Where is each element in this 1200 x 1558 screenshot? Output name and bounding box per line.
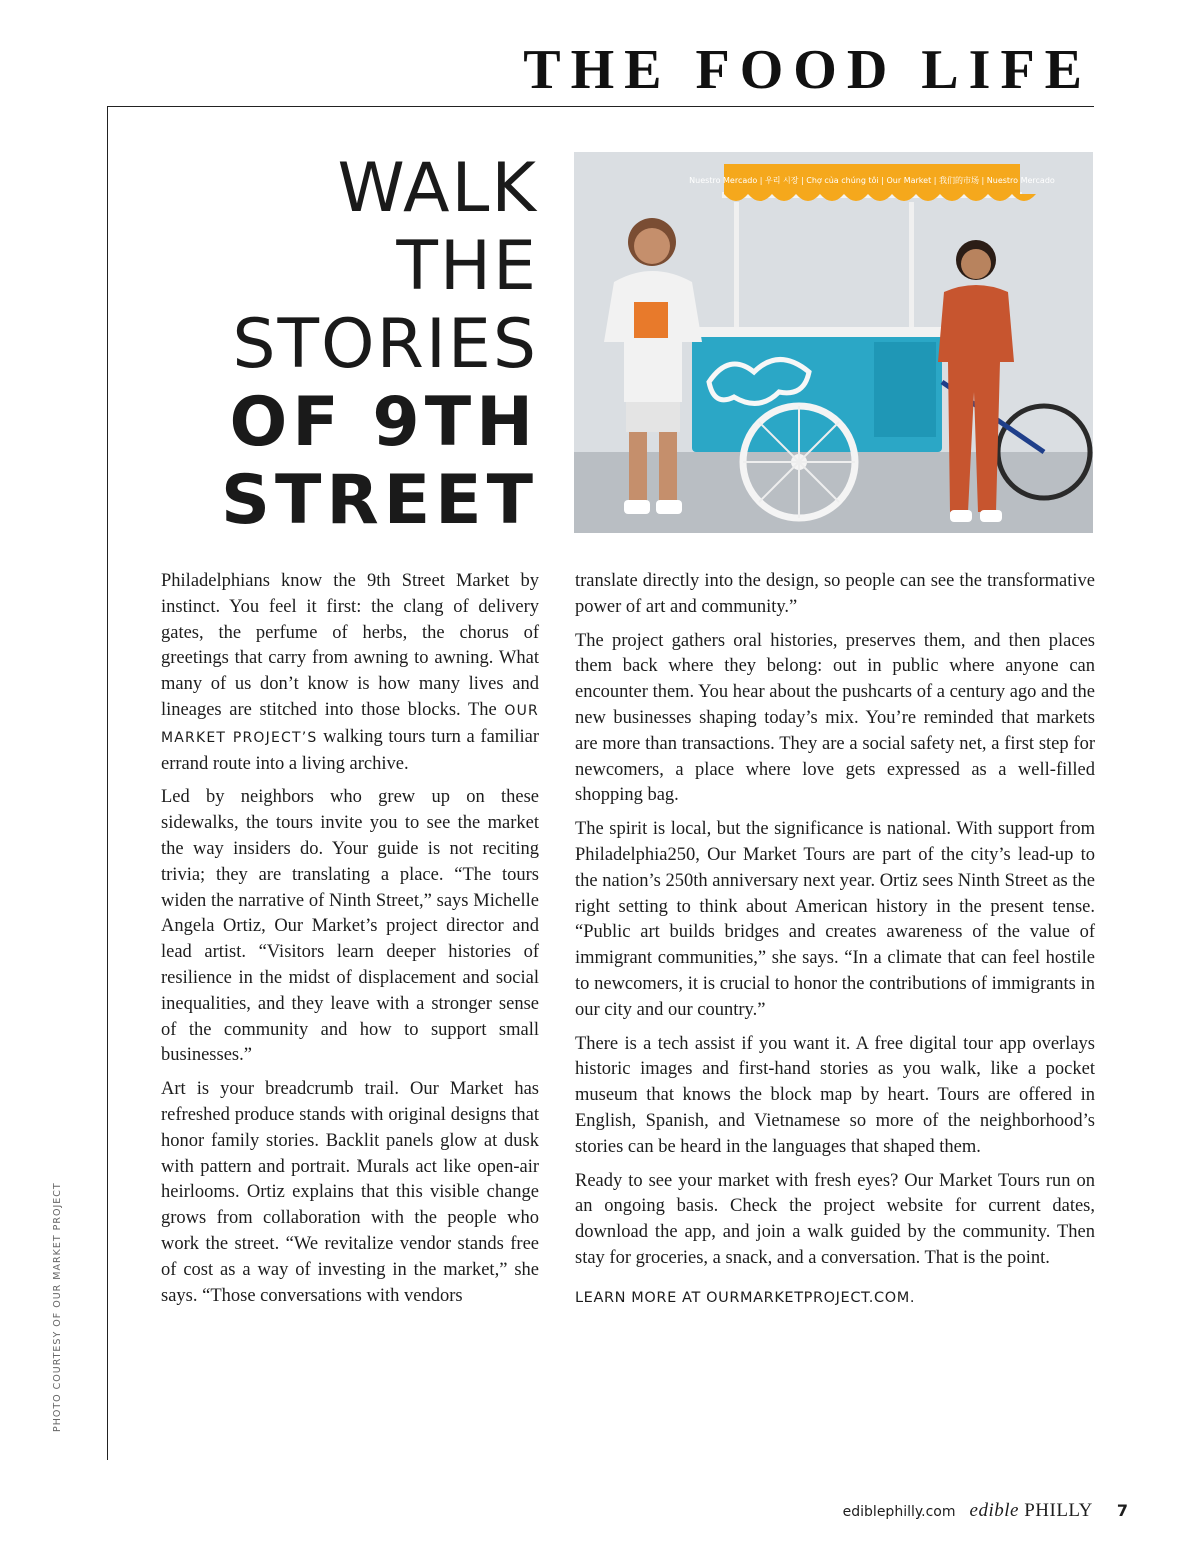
paragraph-text: Philadelphians know the 9th Street Market by instinct. You feel it first: the clang of delivery gates, the perfume of herbs, the chorus of greetings that carry from awning to awning. What many of us don’t know is how many lives and lineages are stitched into those blocks. The — [161, 571, 539, 720]
article-paragraph: Art is your breadcrumb trail. Our Market has refreshed produce stands with original designs that honor family stories. Backlit panels glow at dusk with pattern and portrait. Murals act like open-air heirlooms. Ortiz explains that this visible change grows from collaboration with the people who work the street. “We revitalize vendor stands free of cost as a way of investing in the market,” she says. “Those conversations with vendors — [161, 1079, 539, 1306]
headline-line-bold: OF 9TH — [229, 383, 538, 462]
article-paragraph: There is a tech assist if you want it. A free digital tour app overlays historic images and first-hand stories as you walk, like a pocket museum that knows the block map by heart. Tours are offered in English, Spanish, and Vietnamese so more of the neighborhood’s stories can be heard in the languages that shaped them. — [575, 1033, 1095, 1157]
article-paragraph: The spirit is local, but the significance is national. With support from Philadelphia250, Our Market Tours are part of the city’s lead-up to the nation’s 250th anniversary next year. Ortiz sees Ninth Street as the right setting to think about American history in the present tense. “Public art builds bridges and creates awareness of the value of immigrant communities,” she says. “In a climate that can feel hostile to newcomers, it is crucial to honor the contributions of immigrants in our city and our country.” — [575, 819, 1095, 1020]
left-rule — [107, 106, 108, 1460]
headline-line: WALK — [337, 149, 538, 228]
page-footer — [843, 1500, 1128, 1522]
paragraph-text: walking tours turn a familiar errand route into a living archive. — [161, 726, 539, 774]
article-paragraph: The project gathers oral histories, preserves them, and then places them back where they belong: out in public where anyone can encounter them. You hear about the pushcarts of a century ago and the new businesses shaping today’s mix. You’re reminded that markets are more than transactions. They are a social safety net, a first step for newcomers, a place where love gets expressed as a well-filled shopping bag. — [575, 630, 1095, 806]
project-name: OUR MARKET PROJECT’S — [161, 702, 539, 746]
headline-line-bold: STREET — [220, 461, 538, 540]
article-paragraph: translate directly into the design, so people can see the transformative power of art and community.” — [575, 571, 1095, 617]
article-photo — [574, 152, 1093, 533]
article-paragraph: Led by neighbors who grew up on these sidewalks, the tours invite you to see the market the way insiders do. Your guide is not reciting trivia; they are translating a place. “The tours widen the narrative of Ninth Street,” says Michelle Angela Ortiz, Our Market’s project director and lead artist. “Visitors learn deeper histories of resilience in the midst of displacement and social inequalities, and they leave with a stronger sense of the community and how to support small businesses.” — [161, 787, 539, 1066]
article-column-left — [161, 569, 539, 1317]
photo-credit: PHOTO COURTESY OF OUR MARKET PROJECT — [52, 1182, 63, 1432]
brand-italic: edible — [969, 1500, 1019, 1521]
article-headline — [221, 150, 538, 540]
cart-photo-illustration — [574, 152, 1093, 533]
article-paragraph — [161, 569, 539, 777]
section-title: THE FOOD LIFE — [523, 39, 1092, 101]
footer-brand — [970, 1500, 1093, 1522]
headline-line: STORIES — [232, 305, 538, 384]
page-number: 7 — [1116, 1501, 1128, 1520]
headline-line: THE — [396, 227, 538, 306]
cart-sign: Nuestro Mercado | 우리 시장 | Chợ của chúng tôi | Our Market | 我们的市场 | Nuestro Mercado — [689, 176, 1055, 185]
footer-site[interactable]: ediblephilly.com — [842, 1504, 956, 1520]
learn-more-link[interactable]: LEARN MORE AT OURMARKETPROJECT.COM. — [575, 1289, 916, 1306]
top-rule — [107, 106, 1094, 107]
brand-caps: PHILLY — [1024, 1500, 1093, 1521]
article-column-right — [575, 569, 1095, 1320]
article-paragraph: Ready to see your market with fresh eyes? Our Market Tours run on an ongoing basis. Check the project website for current dates, download the app, and join a walk guided by the community. Then stay for groceries, a snack, and a conversation. That is the point. — [575, 1170, 1095, 1268]
